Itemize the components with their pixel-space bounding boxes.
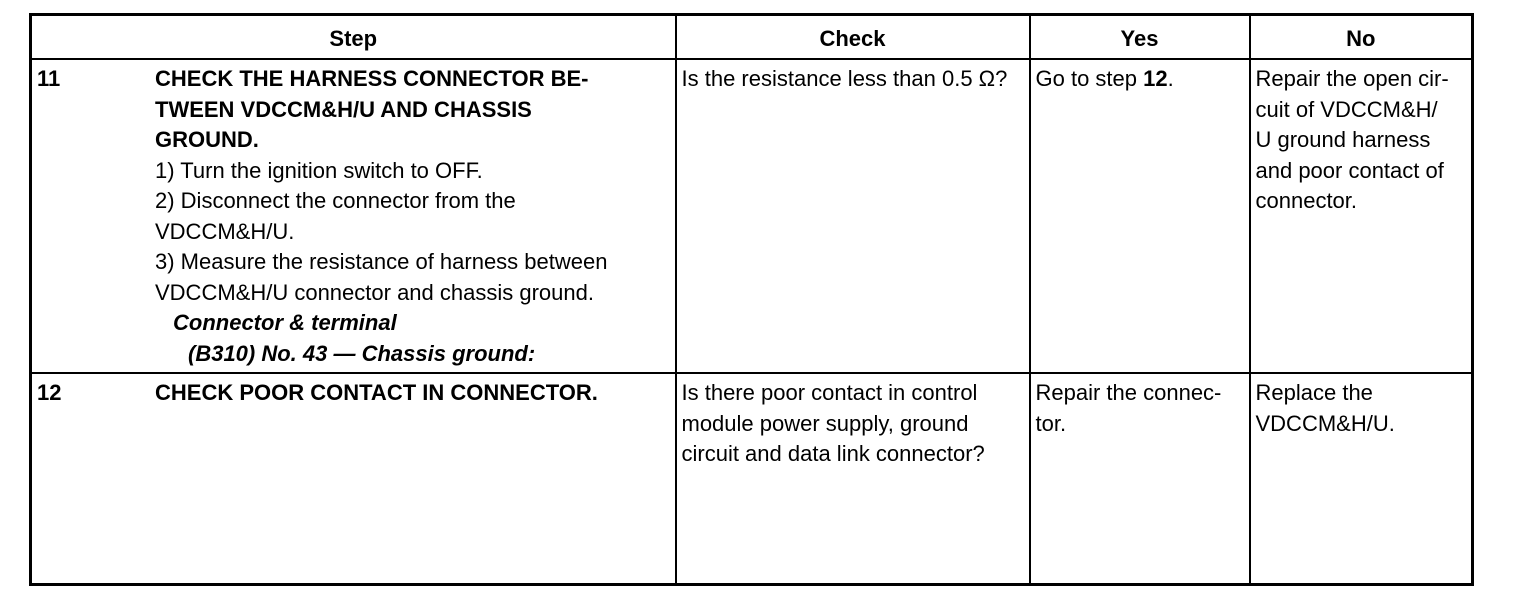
spec-label: Connector & terminal [173, 310, 397, 335]
step-cell [31, 373, 676, 585]
table-row [31, 59, 1473, 373]
check-cell [676, 373, 1030, 585]
step-instruction: VDCCM&H/U connector and chassis ground. [155, 279, 594, 305]
no-text-line: Repair the open cir- [1255, 66, 1449, 91]
step-body [155, 374, 675, 409]
step-instruction: 3) Measure the resistance of harness between [155, 249, 608, 274]
no-text-line: VDCCM&H/U. [1255, 410, 1395, 436]
header-check: Check [676, 15, 1030, 60]
yes-suffix: . [1167, 66, 1174, 91]
check-text-line: module power supply, ground [681, 410, 969, 436]
step-title-line: GROUND. [155, 127, 259, 152]
yes-text-line: tor. [1035, 410, 1067, 436]
yes-cell [1030, 59, 1250, 373]
check-text-line: Is there poor contact in control [681, 380, 978, 405]
yes-text-line: Repair the connec- [1035, 380, 1222, 405]
step-number: 12 [37, 380, 62, 405]
yes-prefix: Go to step [1035, 66, 1144, 91]
no-text-line: connector. [1255, 188, 1358, 213]
check-cell [676, 59, 1030, 373]
header-step: Step [31, 15, 676, 60]
spec-value: (B310) No. 43 — Chassis ground: [188, 340, 536, 366]
table-row [31, 373, 1473, 585]
table-header-row [31, 15, 1473, 60]
step-cell [31, 59, 676, 373]
no-text-line: and poor contact of [1255, 157, 1444, 183]
step-instruction: VDCCM&H/U. [155, 218, 295, 244]
step-title-line: CHECK POOR CONTACT IN CONNECTOR. [155, 380, 598, 405]
step-title-line: CHECK THE HARNESS CONNECTOR BE- [155, 66, 589, 91]
no-cell [1250, 59, 1473, 373]
no-text-line: U ground harness [1255, 127, 1431, 152]
header-yes: Yes [1030, 15, 1250, 60]
diagnostic-table [29, 13, 1474, 586]
no-cell [1250, 373, 1473, 585]
yes-cell [1030, 373, 1250, 585]
step-body [155, 60, 675, 369]
no-text-line: Replace the [1255, 380, 1373, 405]
step-reference-link[interactable]: 12 [1143, 66, 1168, 91]
header-no: No [1250, 15, 1473, 60]
check-text: Is the resistance less than 0.5 Ω? [681, 66, 1008, 91]
step-instruction: 2) Disconnect the connector from the [155, 188, 516, 213]
check-text-line: circuit and data link connector? [681, 441, 985, 466]
no-text-line: cuit of VDCCM&H/ [1255, 96, 1438, 122]
step-number: 11 [37, 66, 61, 91]
step-title-line: TWEEN VDCCM&H/U AND CHASSIS [155, 96, 532, 122]
step-instruction: 1) Turn the ignition switch to OFF. [155, 157, 483, 183]
